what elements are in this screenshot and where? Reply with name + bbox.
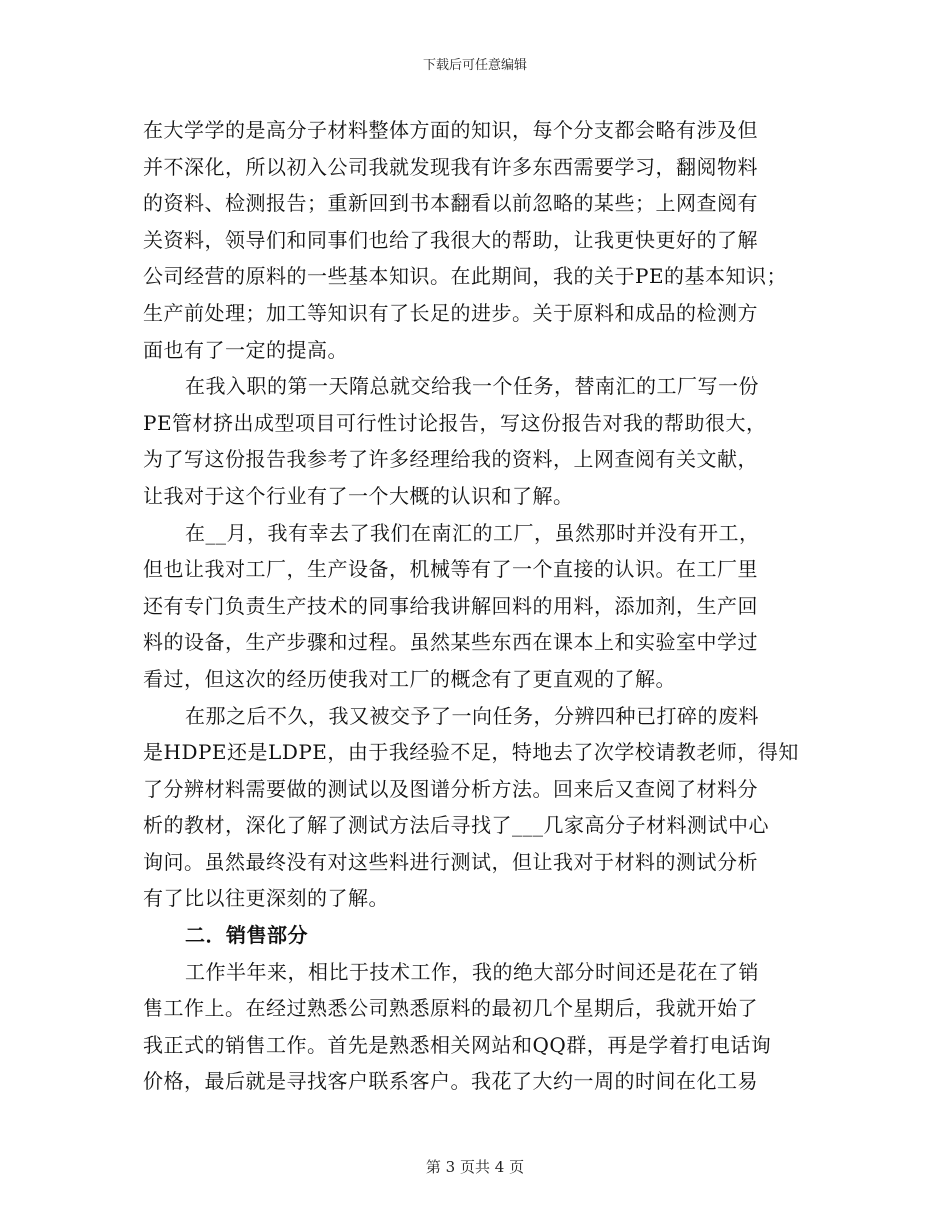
text-line: 析的教材，深化了解了测试方法后寻找了___几家高分子材料测试中心: [143, 813, 769, 838]
section-heading: 二．销售部分: [185, 923, 308, 948]
text-line: 并不深化，所以初入公司我就发现我有许多东西需要学习，翻阅物料: [143, 154, 758, 179]
text-line: 面也有了一定的提高。: [143, 337, 348, 362]
text-line: 售工作上。在经过熟悉公司熟悉原料的最初几个星期后，我就开始了: [143, 996, 758, 1021]
text-line: 有了比以往更深刻的了解。: [143, 886, 389, 911]
page-footer: 第 3 页共 4 页: [425, 1158, 525, 1176]
text-line: 为了写这份报告我参考了许多经理给我的资料，上网查阅有关文献，: [143, 447, 758, 472]
text-line: 看过，但这次的经历使我对工厂的概念有了更直观的了解。: [143, 666, 676, 691]
text-line: 在我入职的第一天隋总就交给我一个任务，替南汇的工厂写一份: [185, 374, 759, 399]
text-line: 我正式的销售工作。首先是熟悉相关网站和QQ群，再是学着打电话询: [143, 1032, 772, 1057]
text-line: 生产前处理；加工等知识有了长足的进步。关于原料和成品的检测方: [143, 300, 758, 325]
text-line: 让我对于这个行业有了一个大概的认识和了解。: [143, 483, 574, 508]
text-line: 在__月，我有幸去了我们在南汇的工厂，虽然那时并没有开工，: [185, 520, 760, 545]
text-line: 工作半年来，相比于技术工作，我的绝大部分时间还是花在了销: [185, 959, 759, 984]
text-line: 询问。虽然最终没有对这些料进行测试，但让我对于材料的测试分析: [143, 849, 758, 874]
text-line: 是HDPE还是LDPE，由于我经验不足，特地去了次学校请教老师，得知: [143, 740, 799, 765]
text-line: 在大学学的是高分子材料整体方面的知识，每个分支都会略有涉及但: [143, 118, 758, 142]
text-line: 但也让我对工厂，生产设备，机械等有了一个直接的认识。在工厂里: [143, 557, 758, 582]
text-line: 了分辨材料需要做的测试以及图谱分析方法。回来后又查阅了材料分: [143, 776, 758, 801]
text-line: 在那之后不久，我又被交予了一向任务，分辨四种已打碎的废料: [185, 703, 759, 728]
text-line: 料的设备，生产步骤和过程。虽然某些东西在课本上和实验室中学过: [143, 630, 758, 655]
text-line: 还有专门负责生产技术的同事给我讲解回料的用料，添加剂，生产回: [143, 593, 758, 618]
text-line: 关资料，领导们和同事们也给了我很大的帮助，让我更快更好的了解: [143, 227, 758, 252]
text-line: 的资料、检测报告；重新回到书本翻看以前忽略的某些；上网查阅有: [143, 191, 758, 216]
text-line: PE管材挤出成型项目可行性讨论报告，写这份报告对我的帮助很大，: [143, 410, 767, 435]
text-line: 价格，最后就是寻找客户联系客户。我花了大约一周的时间在化工易: [143, 1069, 758, 1094]
document-body: [143, 112, 813, 1100]
text-line: 公司经营的原料的一些基本知识。在此期间，我的关于PE的基本知识；: [143, 264, 788, 289]
page-header: 下载后可任意编辑: [422, 58, 527, 73]
